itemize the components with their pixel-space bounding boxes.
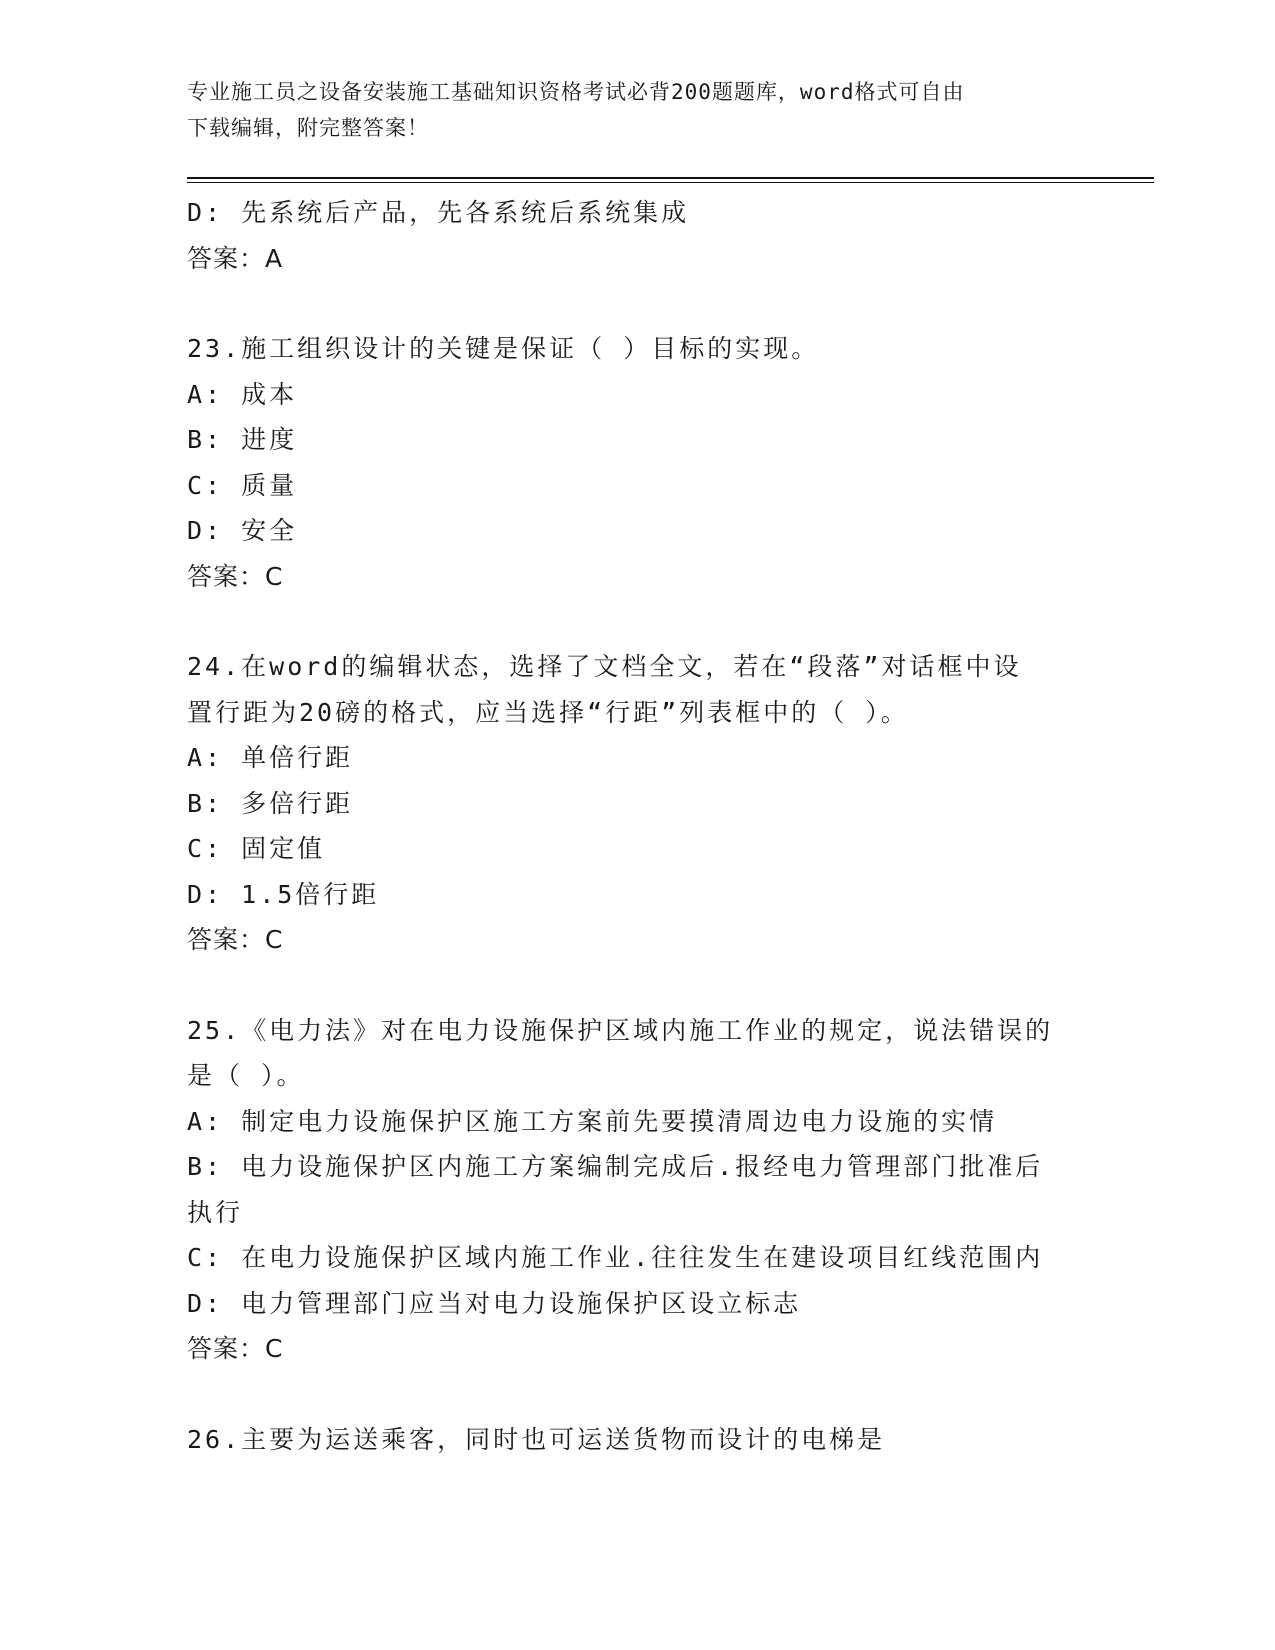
spacer (187, 599, 1087, 644)
spacer (187, 963, 1087, 1008)
answer: 答案：C (187, 561, 284, 591)
option-d: D: 1.5倍行距 (187, 879, 380, 909)
question-stem-line-2: 是（ ）。 (187, 1061, 305, 1090)
option-d: D: 先系统后产品，先各系统后系统集成 (187, 198, 690, 227)
question-stem-line-1: 25.《电力法》对在电力设施保护区域内施工作业的规定，说法错误的 (187, 1015, 1054, 1045)
option-a: A: 单倍行距 (187, 743, 354, 772)
spacer (187, 281, 1087, 326)
option-b-line-1: B: 电力设施保护区内施工方案编制完成后.报经电力管理部门批准后 (187, 1152, 1044, 1181)
question-stem: 23.施工组织设计的关键是保证（ ）目标的实现。 (187, 334, 820, 363)
option-a: A: 成本 (187, 379, 298, 409)
option-d: D: 电力管理部门应当对电力设施保护区设立标志 (187, 1288, 802, 1318)
option-c: C: 在电力设施保护区域内施工作业.往往发生在建设项目红线范围内 (187, 1243, 1044, 1272)
document-header (187, 74, 1087, 146)
header-title-line-1: 专业施工员之设备安装施工基础知识资格考试必背200题题库，word格式可自由 (187, 80, 965, 104)
question-stem-line-1: 24.在word的编辑状态，选择了文档全文，若在“段落”对话框中设 (187, 652, 1022, 681)
spacer (187, 1372, 1087, 1417)
answer: 答案：C (187, 1334, 284, 1363)
question-stem-line-2: 置行距为20磅的格式，应当选择“行距”列表框中的（ ）。 (187, 697, 909, 727)
option-b: B: 多倍行距 (187, 788, 354, 818)
option-a: A: 制定电力设施保护区施工方案前先要摸清周边电力设施的实情 (187, 1106, 998, 1136)
option-c: C: 固定值 (187, 834, 326, 863)
answer: 答案：C (187, 925, 284, 954)
option-c: C: 质量 (187, 470, 298, 500)
question-24 (187, 644, 1087, 963)
header-rule-thick (187, 177, 1154, 179)
question-22-tail (187, 190, 1087, 281)
option-b-line-2: 执行 (187, 1197, 244, 1227)
question-25 (187, 1008, 1087, 1372)
header-rule-thin (187, 182, 1154, 183)
option-b: B: 进度 (187, 425, 298, 454)
question-stem: 26.主要为运送乘客，同时也可运送货物而设计的电梯是 (187, 1424, 886, 1454)
answer: 答案：A (187, 243, 284, 273)
question-23 (187, 326, 1087, 599)
header-title-line-2: 下载编辑，附完整答案！ (187, 116, 429, 140)
document-body (187, 190, 1087, 1462)
question-26 (187, 1417, 1087, 1463)
option-d: D: 安全 (187, 516, 298, 545)
